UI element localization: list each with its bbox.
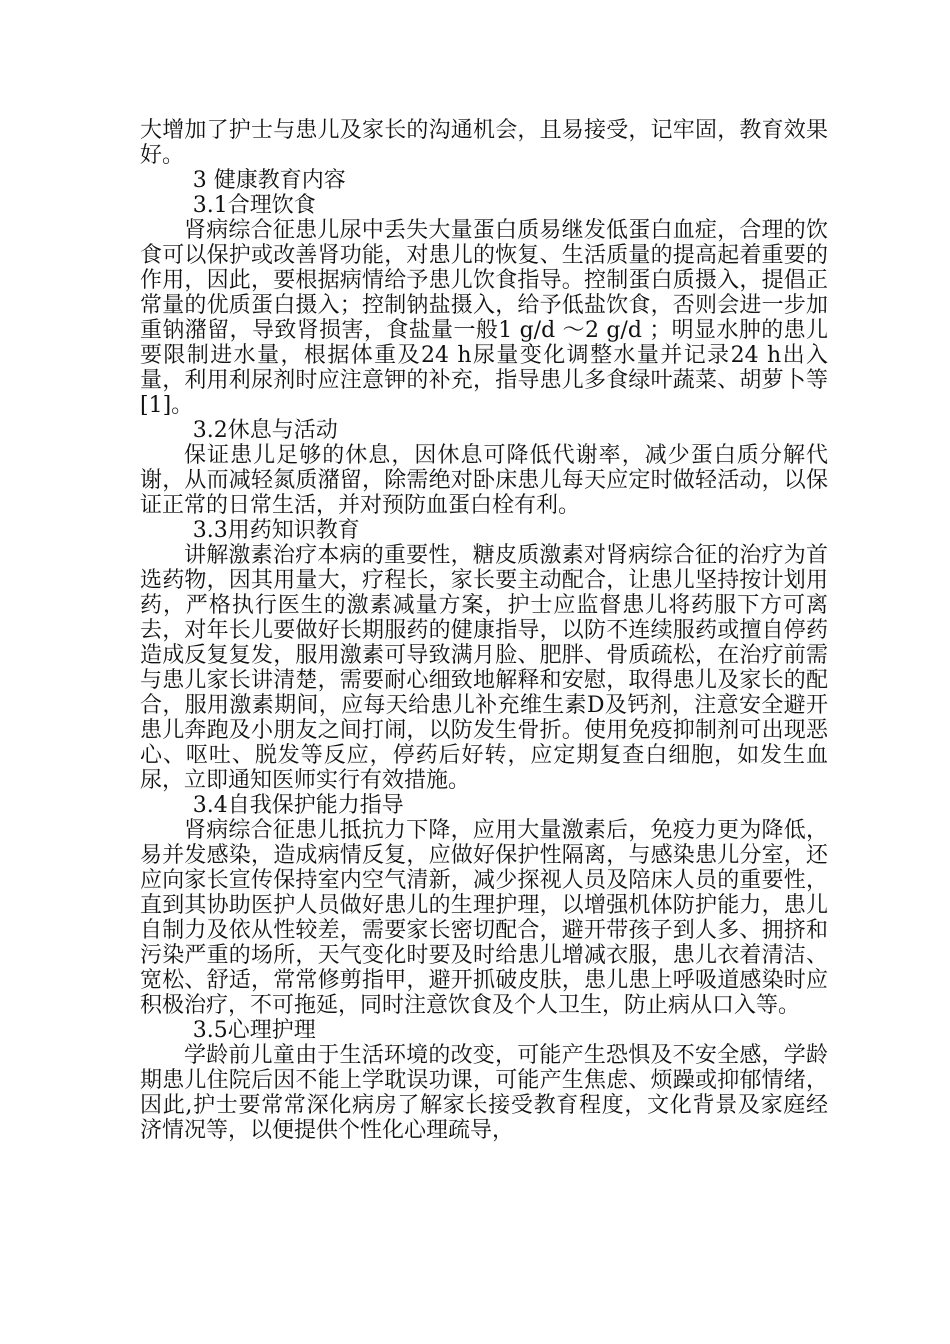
section-heading-3: 3 健康教育内容 <box>192 168 346 193</box>
subsection-heading-3-4: 3.4自我保护能力指导 <box>192 793 404 818</box>
subsection-heading-3-5: 3.5心理护理 <box>192 1018 316 1043</box>
paragraph-rest: 保证患儿足够的休息，因休息可降低代谢率，减少蛋白质分解代谢，从而减轻氮质潴留，除需绝对卧床患儿每天应定时做轻活动，以保证正常的日常生活，并对预防血蛋白栓有利。 <box>140 443 828 518</box>
paragraph-medication: 讲解激素治疗本病的重要性，糖皮质激素对肾病综合征的治疗为首选药物，因其用量大，疗程长，家长要主动配合，让患儿坚持按计划用药，严格执行医生的激素减量方案，护士应监督患儿将药服下方可离去，对年长儿要做好长期服药的健康指导，以防不连续服药或擅自停药造成反复复发，服用激素可导致满月脸、肥胖、骨质疏松，在治疗前需与患儿家长讲清楚，需要耐心细致地解释和安慰，取得患儿及家长的配合，服用激素期间，应每天给患儿补充维生素D及钙剂，注意安全避开患儿奔跑及小朋友之间打闹，以防发生骨折。使用免疫抑制剂可出现恶心、呕吐、脱发等反应，停药后好转，应定期复查白细胞，如发生血尿，立即通知医师实行有效措施。 <box>140 543 828 793</box>
paragraph-self-protection: 肾病综合征患儿抵抗力下降，应用大量激素后，免疫力更为降低，易并发感染，造成病情反复，应做好保护性隔离，与感染患儿分室，还应向家长宣传保持室内空气清新，减少探视人员及陪床人员的重要性，直到其协助医护人员做好患儿的生理护理，以增强机体防护能力，患儿自制力及依从性较差，需要家长密切配合，避开带孩子到人多、拥挤和污染严重的场所，天气变化时要及时给患儿增减衣服，患儿衣着清洁、宽松、舒适，常常修剪指甲，避开抓破皮肤，患儿患上呼吸道感染时应积极治疗，不可拖延，同时注意饮食及个人卫生，防止病从口入等。 <box>140 818 828 1018</box>
paragraph-continued: 大增加了护士与患儿及家长的沟通机会，且易接受，记牢固，教育效果好。 <box>140 118 828 168</box>
paragraph-psychological-care: 学龄前儿童由于生活环境的改变，可能产生恐惧及不安全感，学龄期患儿住院后因不能上学耽误功课，可能产生焦虑、烦躁或抑郁情绪，因此,护士要常常深化病房了解家长接受教育程度，文化背景及家庭经济情况等，以便提供个性化心理疏导， <box>140 1043 828 1143</box>
subsection-heading-3-2: 3.2休息与活动 <box>192 418 338 443</box>
document-page <box>140 118 828 1143</box>
subsection-heading-3-1: 3.1合理饮食 <box>192 193 316 218</box>
paragraph-diet: 肾病综合征患儿尿中丢失大量蛋白质易继发低蛋白血症，合理的饮食可以保护或改善肾功能，对患儿的恢复、生活质量的提高起着重要的作用，因此，要根据病情给予患儿饮食指导。控制蛋白质摄入，提倡正常量的优质蛋白摄入；控制钠盐摄入，给予低盐饮食，否则会进一步加重钠潴留，导致肾损害，食盐量一般1 g/d ～2 g/d ；明显水肿的患儿要限制进水量，根据体重及24 h尿量变化调整水量并记录24 h出入量，利用利尿剂时应注意钾的补充，指导患儿多食绿叶蔬菜、胡萝卜等[1]。 <box>140 218 828 418</box>
subsection-heading-3-3: 3.3用药知识教育 <box>192 518 360 543</box>
